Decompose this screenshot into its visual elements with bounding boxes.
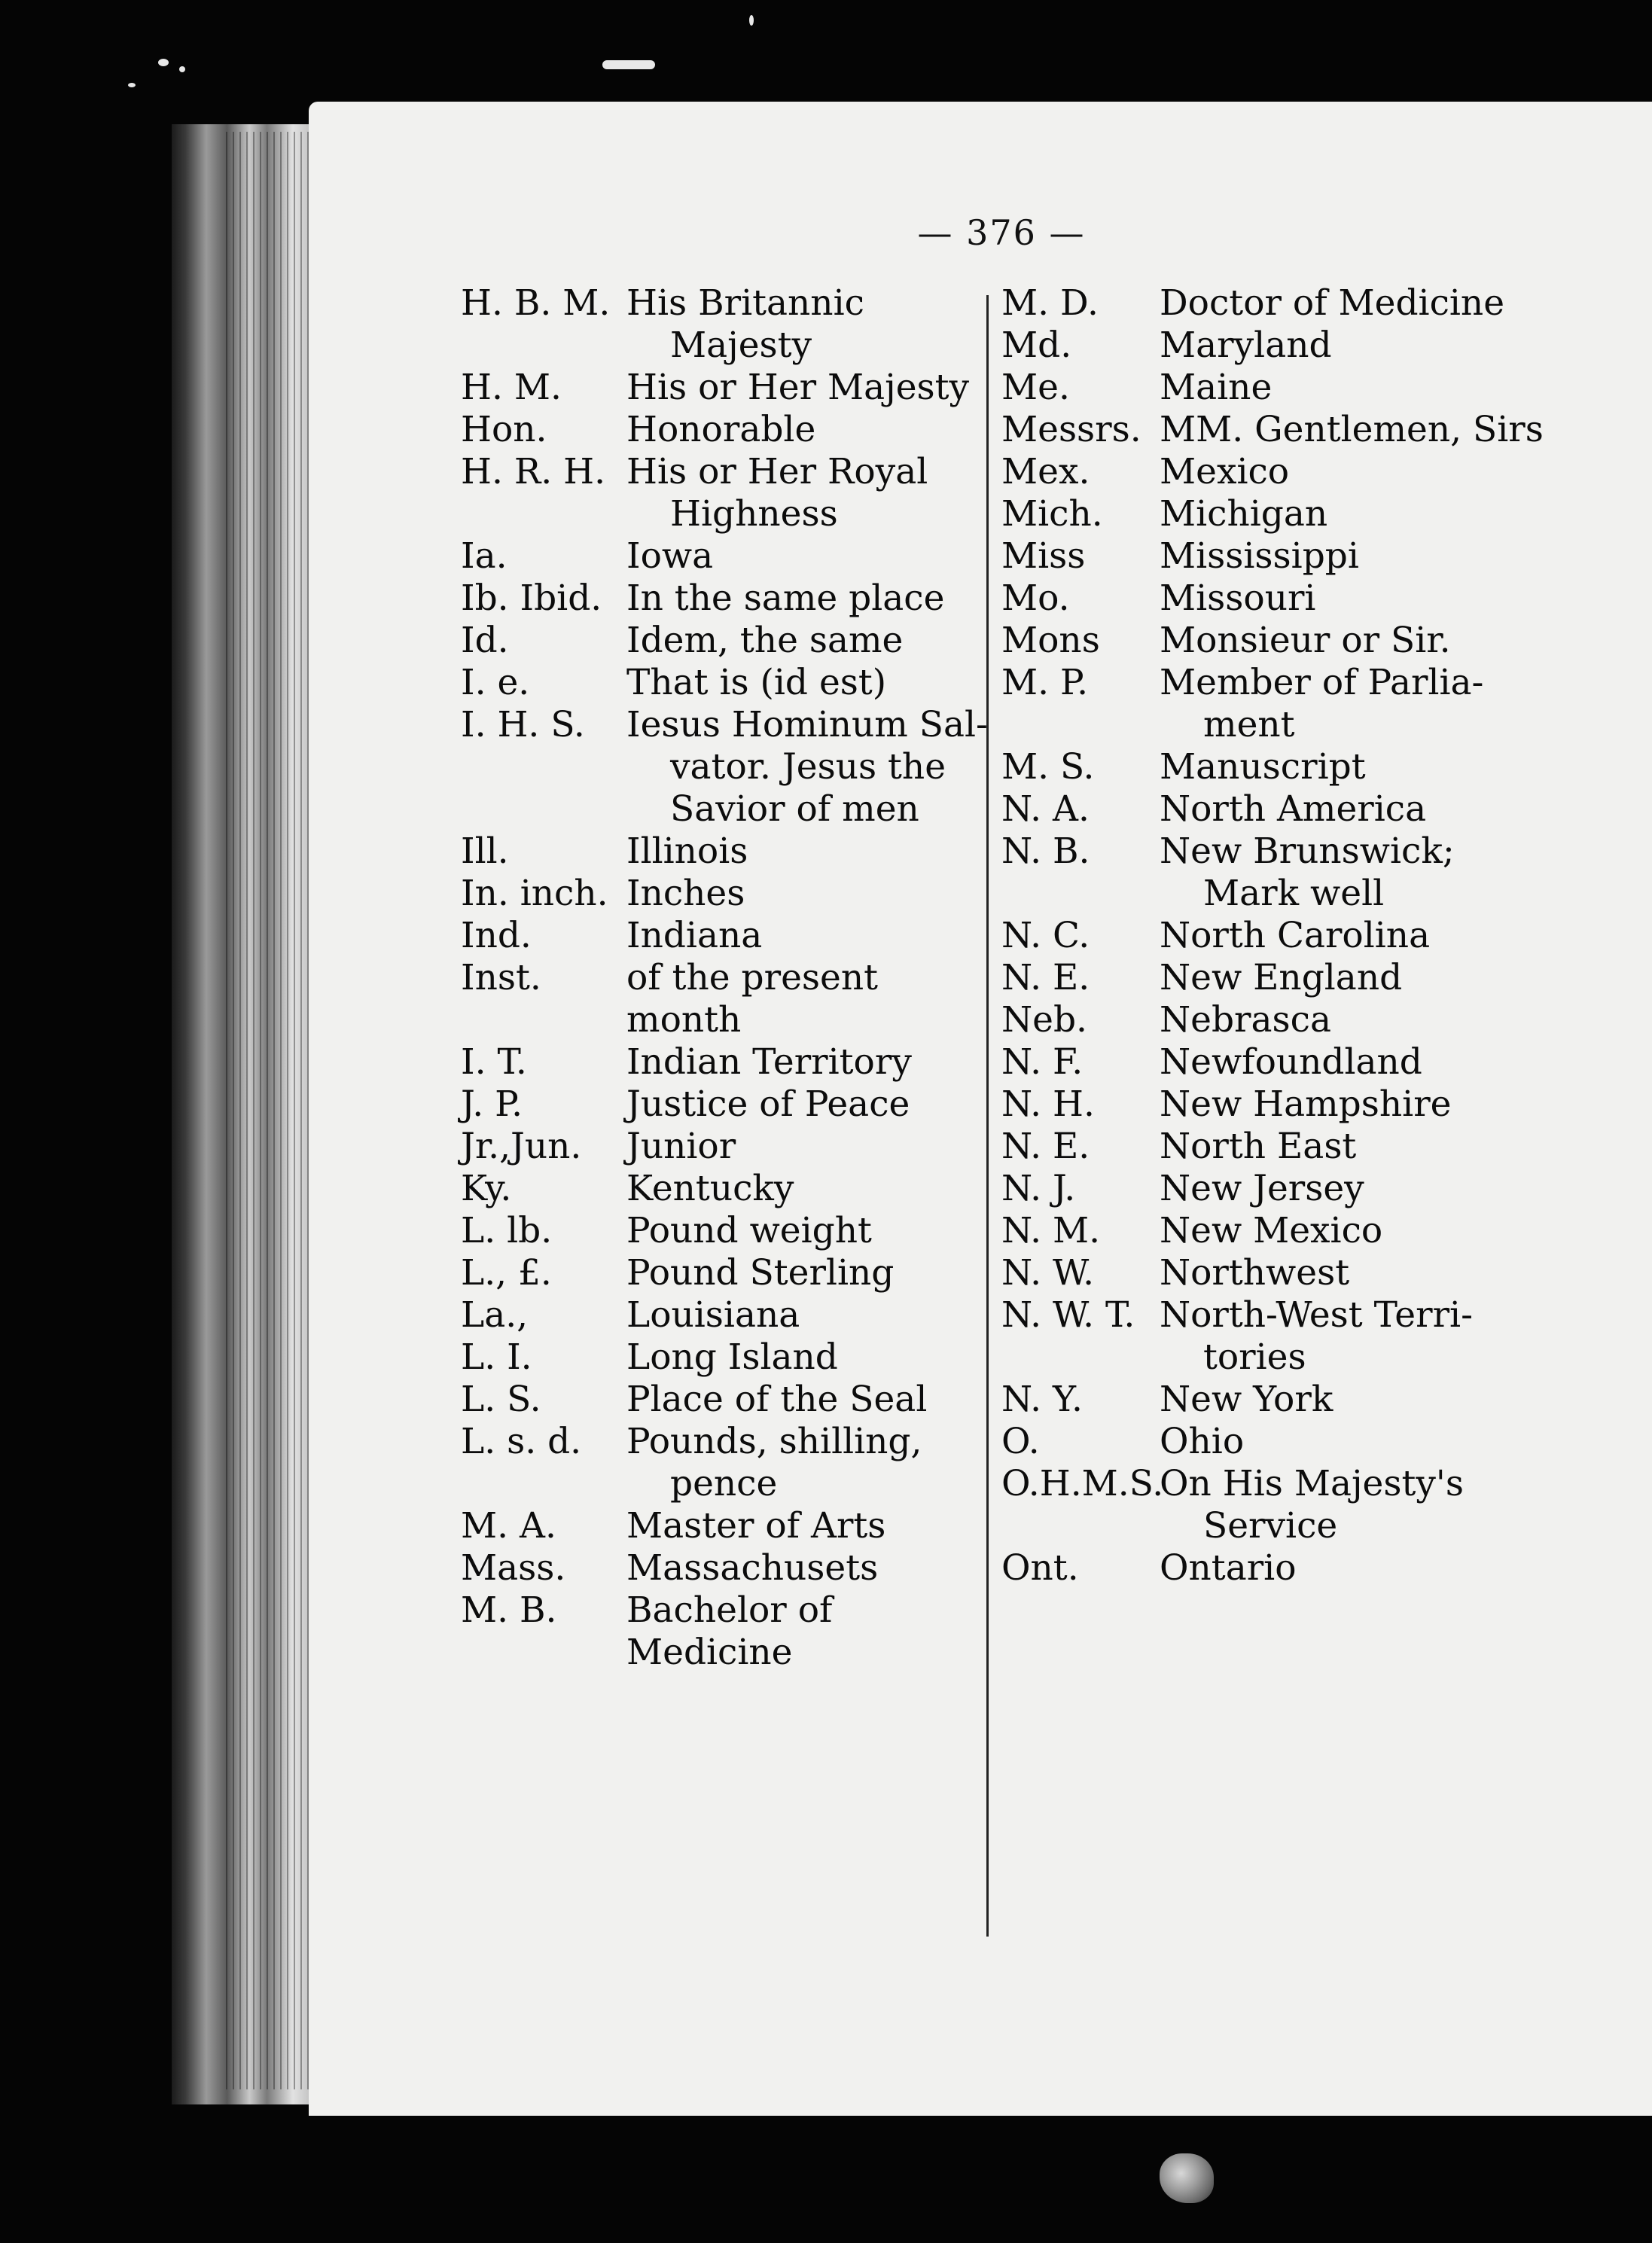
page-number: — 376 — (917, 212, 1086, 253)
abbreviation: I. H. S. (461, 704, 585, 745)
abbreviations-left-column (461, 282, 995, 1674)
meaning-first-line: Pound Sterling (626, 1252, 895, 1294)
abbreviation-meaning (1160, 535, 1544, 578)
abbreviation-entry (461, 1505, 995, 1547)
meaning-first-line: His or Her Royal (626, 451, 928, 492)
dust-speck (179, 66, 185, 72)
abbreviation-meaning (1160, 1083, 1544, 1126)
abbreviation: N. J. (1001, 1168, 1076, 1209)
abbreviation-meaning (626, 662, 995, 704)
abbreviation-meaning (626, 830, 995, 873)
abbreviation-entry (1001, 915, 1544, 957)
abbreviation-entry (461, 451, 995, 535)
meaning-first-line: Ohio (1160, 1421, 1245, 1462)
abbreviation-meaning (626, 1083, 995, 1126)
abbreviation-meaning (1160, 1294, 1544, 1379)
abbreviation: N. W. T. (1001, 1294, 1135, 1336)
meaning-first-line: Justice of Peace (626, 1083, 910, 1125)
abbreviation: Hon. (461, 409, 547, 450)
abbreviation-meaning (1160, 282, 1544, 325)
abbreviation-meaning (626, 1379, 995, 1421)
abbreviation-meaning (626, 1041, 995, 1083)
abbreviation-meaning (1160, 1126, 1544, 1168)
meaning-first-line: Place of the Seal (626, 1379, 928, 1420)
meaning-first-line: His Britannic (626, 282, 864, 324)
abbreviation-entry (1001, 1252, 1544, 1294)
abbreviation: Ind. (461, 915, 532, 956)
abbreviation-meaning (1160, 1421, 1544, 1463)
abbreviation: Ib. Ibid. (461, 578, 602, 619)
abbreviation-meaning (1160, 367, 1544, 409)
abbreviation: N. M. (1001, 1210, 1101, 1251)
abbreviation: N. Y. (1001, 1379, 1083, 1420)
meaning-first-line: North Carolina (1160, 915, 1431, 956)
abbreviation-entry (461, 915, 995, 957)
abbreviation-meaning (626, 451, 995, 535)
meaning-first-line: His or Her Majesty (626, 367, 970, 408)
meaning-continuation: Mark well (1203, 873, 1385, 914)
abbreviation: Ia. (461, 535, 507, 577)
dust-blob (1160, 2153, 1214, 2203)
abbreviation-entry (461, 1421, 995, 1505)
abbreviation-entry (1001, 1379, 1544, 1421)
abbreviation: L. S. (461, 1379, 541, 1420)
meaning-first-line: Master of Arts (626, 1505, 886, 1547)
abbreviation-entry (461, 1336, 995, 1379)
abbreviation-entry (1001, 1168, 1544, 1210)
abbreviation-entry (461, 367, 995, 409)
abbreviation: O.H.M.S. (1001, 1463, 1164, 1504)
abbreviation-entry (1001, 1294, 1544, 1379)
meaning-first-line: North America (1160, 788, 1427, 830)
abbreviation-entry (1001, 1126, 1544, 1168)
meaning-first-line: Bachelor of Medicine (626, 1589, 833, 1673)
abbreviation-meaning (1160, 325, 1544, 367)
abbreviation-meaning (1160, 788, 1544, 830)
abbreviation: H. R. H. (461, 451, 606, 492)
abbreviation-entry (461, 662, 995, 704)
meaning-first-line: New England (1160, 957, 1403, 998)
abbreviation-entry (461, 1379, 995, 1421)
abbreviation: N. H. (1001, 1083, 1095, 1125)
dust-speck (749, 15, 754, 26)
abbreviation: Ky. (461, 1168, 512, 1209)
abbreviation-meaning (1160, 451, 1544, 493)
meaning-first-line: Kentucky (626, 1168, 794, 1209)
abbreviation: Ont. (1001, 1547, 1079, 1589)
abbreviation-entry (461, 1126, 995, 1168)
abbreviation-entry (461, 282, 995, 367)
abbreviation: J. P. (461, 1083, 523, 1125)
abbreviation: N. F. (1001, 1041, 1084, 1083)
abbreviation-entry (461, 1547, 995, 1589)
meaning-first-line: Northwest (1160, 1252, 1350, 1294)
abbreviation: M. P. (1001, 662, 1089, 703)
abbreviation: I. T. (461, 1041, 527, 1083)
abbreviation: N. A. (1001, 788, 1090, 830)
meaning-first-line: Manuscript (1160, 746, 1366, 788)
abbreviation-meaning (1160, 1210, 1544, 1252)
abbreviation-entry (461, 535, 995, 578)
abbreviation-meaning (1160, 746, 1544, 788)
meaning-continuation: Service (1203, 1505, 1338, 1547)
meaning-first-line: Member of Parlia- (1160, 662, 1484, 703)
abbreviation: Inst. (461, 957, 541, 998)
abbreviation-entry (1001, 578, 1544, 620)
abbreviation-entry (1001, 1210, 1544, 1252)
abbreviation-meaning (1160, 915, 1544, 957)
abbreviation-meaning (626, 1505, 995, 1547)
meaning-first-line: North-West Terri- (1160, 1294, 1473, 1336)
meaning-first-line: Maryland (1160, 325, 1332, 366)
meaning-first-line: New York (1160, 1379, 1333, 1420)
abbreviation: Mons (1001, 620, 1100, 661)
meaning-first-line: Missouri (1160, 578, 1316, 619)
meaning-first-line: That is (id est) (626, 662, 887, 703)
abbreviation-meaning (626, 1168, 995, 1210)
abbreviation-entry (1001, 493, 1544, 535)
abbreviation-meaning (626, 873, 995, 915)
abbreviation: Neb. (1001, 999, 1087, 1041)
abbreviation: N. E. (1001, 1126, 1090, 1167)
abbreviation: La., (461, 1294, 529, 1336)
abbreviation-meaning (1160, 1168, 1544, 1210)
meaning-first-line: Nebrasca (1160, 999, 1331, 1041)
abbreviation-meaning (626, 1421, 995, 1505)
abbreviation: N. W. (1001, 1252, 1095, 1294)
meaning-first-line: MM. Gentlemen, Sirs (1160, 409, 1544, 450)
meaning-first-line: Honorable (626, 409, 816, 450)
abbreviation-meaning (626, 1210, 995, 1252)
abbreviation-entry (461, 1294, 995, 1336)
abbreviation-entry (461, 1210, 995, 1252)
meaning-first-line: New Hampshire (1160, 1083, 1452, 1125)
meaning-first-line: Indiana (626, 915, 763, 956)
abbreviation-entry (461, 1083, 995, 1126)
abbreviation-entry (1001, 1421, 1544, 1463)
abbreviation-entry (1001, 957, 1544, 999)
abbreviation: I. e. (461, 662, 530, 703)
abbreviation-entry (1001, 409, 1544, 451)
meaning-first-line: Inches (626, 873, 745, 914)
abbreviation-meaning (626, 535, 995, 578)
abbreviation-entry (1001, 1041, 1544, 1083)
dust-speck (602, 60, 655, 69)
abbreviation-entry (1001, 535, 1544, 578)
meaning-first-line: New Mexico (1160, 1210, 1383, 1251)
abbreviation-entry (1001, 620, 1544, 662)
abbreviation: Id. (461, 620, 509, 661)
abbreviation-entry (461, 1168, 995, 1210)
abbreviation-meaning (1160, 620, 1544, 662)
meaning-first-line: Illinois (626, 830, 748, 872)
abbreviation: M. A. (461, 1505, 556, 1547)
dust-speck (158, 59, 169, 66)
abbreviation-meaning (1160, 409, 1544, 451)
abbreviation-entry (461, 957, 995, 1041)
abbreviation: L. lb. (461, 1210, 553, 1251)
meaning-first-line: Maine (1160, 367, 1273, 408)
abbreviation: Ill. (461, 830, 509, 872)
abbreviation-entry (1001, 662, 1544, 746)
meaning-first-line: New Brunswick; (1160, 830, 1455, 872)
abbreviation-meaning (626, 1336, 995, 1379)
abbreviation-entry (1001, 788, 1544, 830)
abbreviation: Me. (1001, 367, 1070, 408)
meaning-first-line: Mexico (1160, 451, 1290, 492)
abbreviation-meaning (626, 620, 995, 662)
abbreviation-meaning (1160, 1463, 1544, 1547)
abbreviations-right-column (1001, 282, 1544, 1589)
abbreviation: Miss (1001, 535, 1086, 577)
abbreviation-entry (1001, 325, 1544, 367)
abbreviation: In. inch. (461, 873, 608, 914)
abbreviation-meaning (626, 957, 995, 1041)
abbreviation-meaning (1160, 493, 1544, 535)
meaning-continuation: pence (670, 1463, 778, 1504)
abbreviation: L. I. (461, 1336, 532, 1378)
abbreviation-meaning (626, 1126, 995, 1168)
abbreviation-entry (461, 1041, 995, 1083)
abbreviation-entry (1001, 1083, 1544, 1126)
abbreviation: M. D. (1001, 282, 1099, 324)
abbreviation: Jr.,Jun. (461, 1126, 582, 1167)
meaning-first-line: Idem, the same (626, 620, 904, 661)
abbreviation: Mass. (461, 1547, 566, 1589)
abbreviation-entry (461, 1589, 995, 1674)
meaning-first-line: Indian Territory (626, 1041, 912, 1083)
meaning-continuation: Highness (670, 493, 838, 535)
abbreviation-entry (461, 578, 995, 620)
abbreviation-entry (461, 830, 995, 873)
meaning-first-line: In the same place (626, 578, 945, 619)
abbreviation-meaning (626, 1252, 995, 1294)
meaning-first-line: of the present month (626, 957, 879, 1041)
abbreviation-meaning (626, 915, 995, 957)
abbreviation-entry (1001, 746, 1544, 788)
abbreviation-meaning (626, 1589, 995, 1674)
meaning-first-line: On His Majesty's (1160, 1463, 1464, 1504)
meaning-first-line: Massachusets (626, 1547, 879, 1589)
meaning-first-line: Doctor of Medicine (1160, 282, 1505, 324)
meaning-first-line: Michigan (1160, 493, 1328, 535)
abbreviation: Mex. (1001, 451, 1090, 492)
meaning-first-line: Long Island (626, 1336, 838, 1378)
abbreviation: N. B. (1001, 830, 1090, 872)
meaning-first-line: Pounds, shilling, (626, 1421, 922, 1462)
abbreviation-meaning (626, 409, 995, 451)
abbreviation-entry (1001, 451, 1544, 493)
abbreviation: O. (1001, 1421, 1040, 1462)
meaning-first-line: Monsieur or Sir. (1160, 620, 1451, 661)
abbreviation-entry (461, 873, 995, 915)
abbreviation-meaning (626, 578, 995, 620)
meaning-first-line: Junior (626, 1126, 736, 1167)
meaning-first-line: Pound weight (626, 1210, 872, 1251)
meaning-first-line: Iesus Hominum Sal- (626, 704, 988, 745)
abbreviation-meaning (1160, 999, 1544, 1041)
abbreviation: Mo. (1001, 578, 1070, 619)
abbreviation: Messrs. (1001, 409, 1141, 450)
abbreviation: H. B. M. (461, 282, 611, 324)
abbreviation-entry (461, 620, 995, 662)
meaning-continuation: Majesty (670, 325, 812, 366)
abbreviation-entry (1001, 1463, 1544, 1547)
meaning-continuation: vator. Jesus the Savior of men (670, 746, 946, 830)
abbreviation-meaning (626, 367, 995, 409)
dust-speck (128, 83, 136, 87)
meaning-first-line: New Jersey (1160, 1168, 1364, 1209)
abbreviation: L., £. (461, 1252, 552, 1294)
abbreviation-meaning (626, 704, 995, 830)
abbreviation-meaning (626, 1294, 995, 1336)
abbreviation: M. S. (1001, 746, 1095, 788)
abbreviation-entry (461, 409, 995, 451)
abbreviation-meaning (1160, 957, 1544, 999)
abbreviation-entry (461, 1252, 995, 1294)
abbreviation-meaning (1160, 578, 1544, 620)
abbreviation-entry (1001, 367, 1544, 409)
meaning-first-line: Iowa (626, 535, 714, 577)
abbreviation-meaning (1160, 662, 1544, 746)
abbreviation: Md. (1001, 325, 1072, 366)
meaning-continuation: tories (1203, 1336, 1306, 1378)
abbreviation: L. s. d. (461, 1421, 582, 1462)
abbreviation: M. B. (461, 1589, 557, 1631)
meaning-first-line: Newfoundland (1160, 1041, 1422, 1083)
abbreviation-entry (1001, 282, 1544, 325)
abbreviation: H. M. (461, 367, 562, 408)
abbreviation-meaning (626, 1547, 995, 1589)
meaning-first-line: Ontario (1160, 1547, 1297, 1589)
abbreviation-entry (1001, 999, 1544, 1041)
abbreviation-meaning (1160, 1252, 1544, 1294)
abbreviation: N. C. (1001, 915, 1090, 956)
abbreviation-meaning (1160, 1041, 1544, 1083)
abbreviation-meaning (1160, 1379, 1544, 1421)
meaning-first-line: Mississippi (1160, 535, 1359, 577)
abbreviation-meaning (626, 282, 995, 367)
meaning-first-line: Louisiana (626, 1294, 800, 1336)
meaning-continuation: ment (1203, 704, 1295, 745)
abbreviation-meaning (1160, 830, 1544, 915)
abbreviation: Mich. (1001, 493, 1103, 535)
meaning-first-line: North East (1160, 1126, 1357, 1167)
abbreviation-meaning (1160, 1547, 1544, 1589)
abbreviation-entry (461, 704, 995, 830)
abbreviation-entry (1001, 830, 1544, 915)
abbreviation-entry (1001, 1547, 1544, 1589)
abbreviation: N. E. (1001, 957, 1090, 998)
